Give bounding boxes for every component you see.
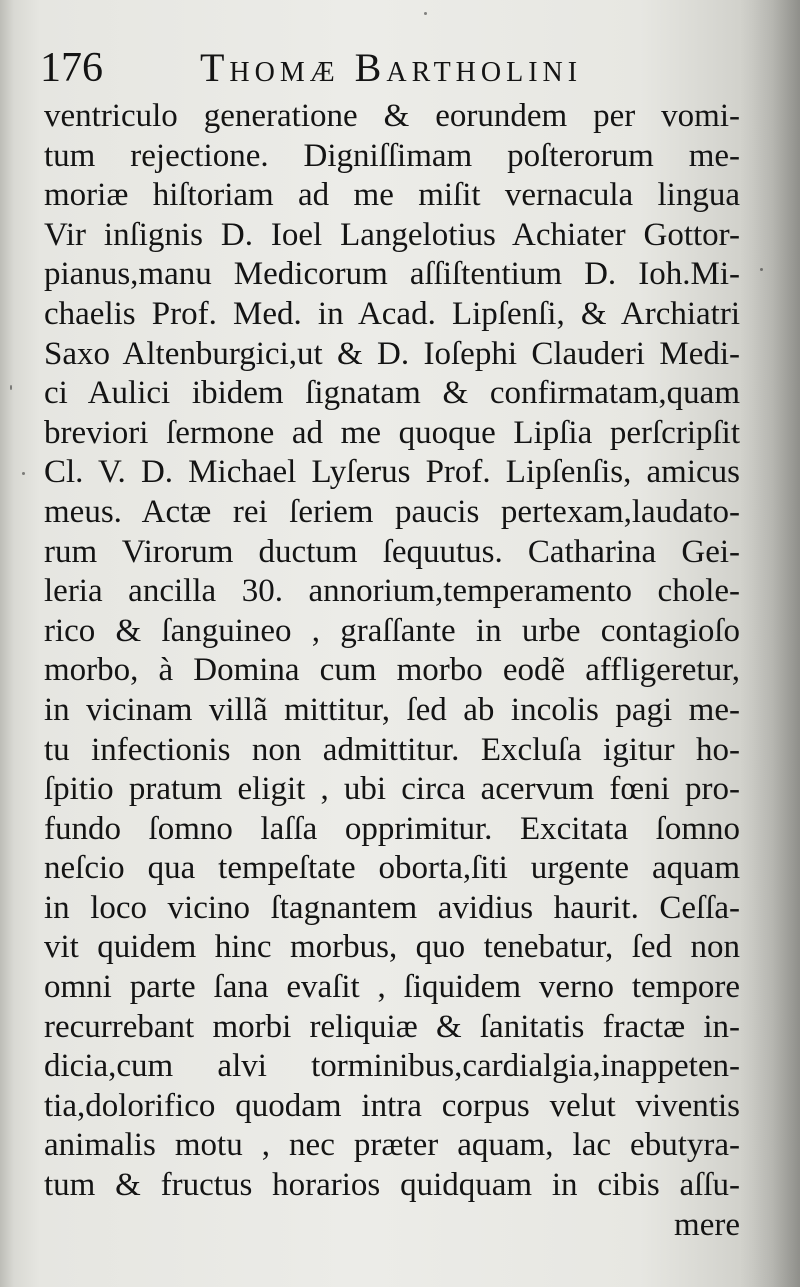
text-line: tum & fructus horarios quidquam in cibis aſſu- xyxy=(44,1167,740,1204)
text-line: fundo ſomno laſſa opprimitur. Excitata ſomno xyxy=(44,810,740,847)
running-title: Thomæ Bartholini xyxy=(200,45,583,90)
text-line: tia,dolorifico quodam intra corpus velut viventis xyxy=(44,1087,740,1124)
text-line: moriæ hiſtoriam ad me miſit vernacula lingua xyxy=(44,177,740,214)
text-line: meus. Actæ rei ſeriem paucis pertexam,laudato- xyxy=(44,493,740,530)
body-text xyxy=(44,97,740,1245)
binding-shadow xyxy=(740,0,800,1287)
text-line: dicia,cum alvi torminibus,cardialgia,inappeten- xyxy=(44,1048,740,1085)
text-line: Vir inſignis D. Ioel Langelotius Achiater Gottor- xyxy=(44,216,740,253)
speckle xyxy=(760,268,763,271)
text-line: tu infectionis non admittitur. Excluſa igitur ho- xyxy=(44,731,740,768)
text-line: vit quidem hinc morbus, quo tenebatur, ſed non xyxy=(44,929,740,966)
text-line: ventriculo generatione & eorundem per vomi- xyxy=(44,98,740,134)
text-line: neſcio qua tempeſtate oborta,ſiti urgente aquam xyxy=(44,850,740,887)
text-line: rum Virorum ductum ſequutus. Catharina Gei- xyxy=(44,533,740,570)
catchword: mere xyxy=(674,1206,740,1243)
text-line: ſpitio pratum eligit , ubi circa acervum fœni pro- xyxy=(44,771,740,808)
text-line: breviori ſermone ad me quoque Lipſia perſcripſit xyxy=(44,414,740,451)
text-line: pianus,manu Medicorum aſſiſtentium D. Ioh.Mi- xyxy=(44,256,740,293)
text-line: Saxo Altenburgici,ut & D. Ioſephi Clauderi Medi- xyxy=(44,335,740,372)
text-line: ci Aulici ibidem ſignatam & confirmatam,quam xyxy=(44,375,740,412)
text-line: omni parte ſana evaſit , ſiquidem verno tempore xyxy=(44,969,740,1006)
text-line: in vicinam villã mittitur, ſed ab incolis pagi me- xyxy=(44,691,740,728)
text-line: Cl. V. D. Michael Lyſerus Prof. Lipſenſis, amicus xyxy=(44,454,740,491)
text-line: in loco vicino ſtagnantem avidius haurit. Ceſſa- xyxy=(44,889,740,926)
running-head xyxy=(40,40,740,96)
speckle xyxy=(22,472,25,475)
text-line: chaelis Prof. Med. in Acad. Lipſenſi, & Archiatri xyxy=(44,295,740,332)
text-line: recurrebant morbi reliquiæ & ſanitatis fractæ in- xyxy=(44,1008,740,1045)
text-line: tum rejectione. Digniſſimam poſterorum me- xyxy=(44,137,740,174)
page-number: 176 xyxy=(40,45,103,91)
text-line: animalis motu , nec præter aquam, lac ebutyra- xyxy=(44,1127,740,1164)
text-line: rico & ſanguineo , graſſante in urbe contagioſo xyxy=(44,612,740,649)
page-left-edge xyxy=(0,0,14,1287)
speckle xyxy=(10,385,12,390)
text-line: morbo, à Domina cum morbo eodẽ affligeretur, xyxy=(44,652,740,689)
text-line: leria ancilla 30. annorium,temperamento chole- xyxy=(44,573,740,610)
speckle xyxy=(424,12,427,15)
